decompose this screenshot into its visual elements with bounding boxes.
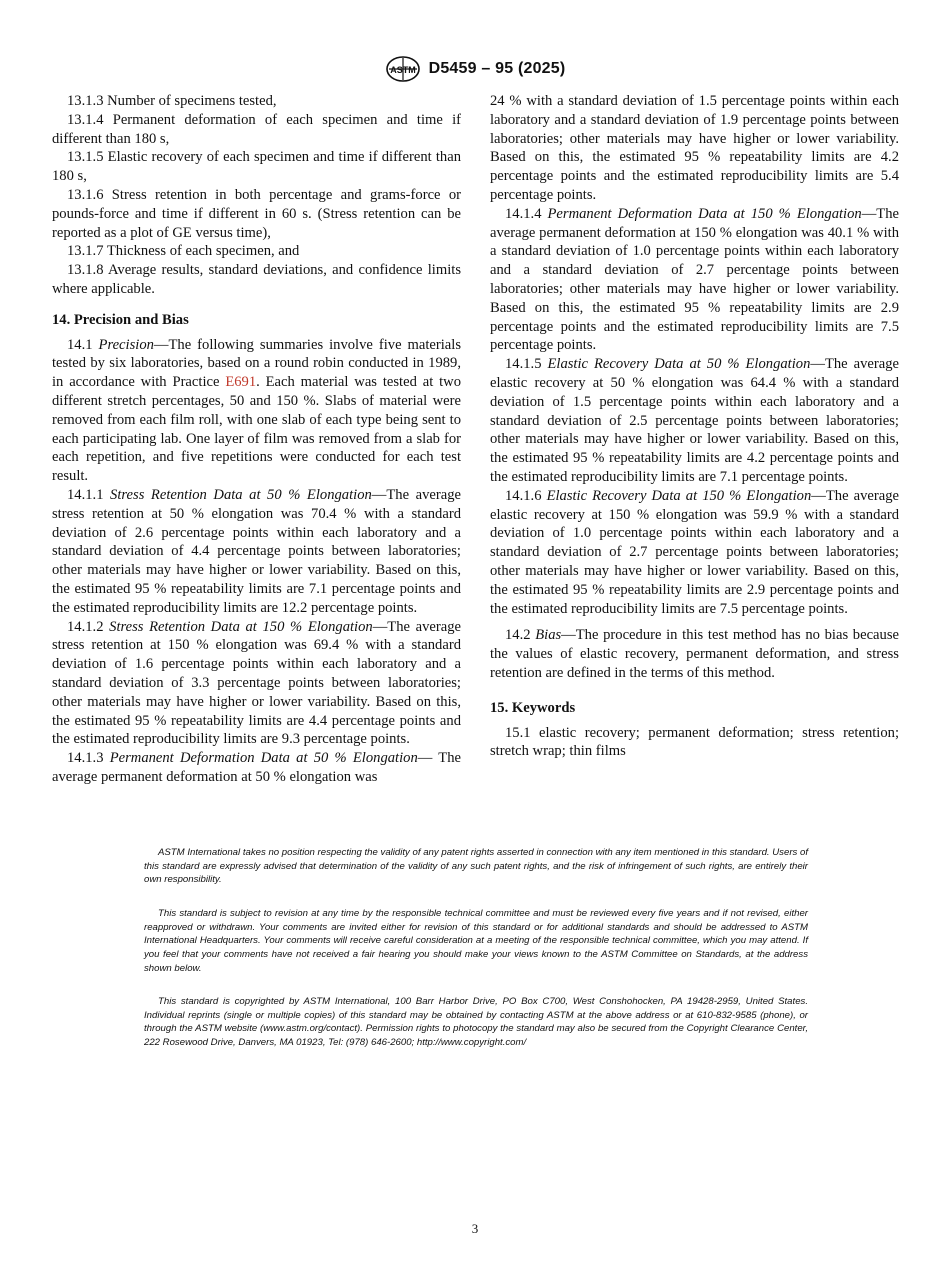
- paragraph-14-1-1: [52, 486, 461, 618]
- paragraph-15-1: 15.1 elastic recovery; permanent deformation; stress retention; stretch wrap; thin films: [490, 724, 899, 760]
- right-column: [490, 92, 899, 761]
- page-header: [0, 54, 950, 84]
- paragraph-number: 14.2: [505, 627, 531, 644]
- paragraph-title: Bias: [535, 627, 562, 644]
- item-13-1-5: 13.1.5 Elastic recovery of each specimen and time if different than 180 s,: [52, 149, 461, 185]
- document-designation: D5459 – 95 (2025): [428, 60, 566, 77]
- paragraph-14-2: [490, 626, 899, 682]
- paragraph-text: —The average elastic recovery at 50 % elongation was 64.4 % with a standard deviation of 1.5 percentage points within each laboratory and a standard deviation of 2.5 percentage points between laboratories; other materials may have higher or lower variability. Based on this, the estimated 95 % repeatability limits are 4.2 percentage points and the estimated reproducibility limits are 7.1 percentage points.: [490, 356, 900, 485]
- copyright-notice-text: This standard is copyrighted by ASTM International, 100 Barr Harbor Drive, PO Box C700, West Conshohocken, PA 19428-2959, United States. Individual reprints (single or multiple copies) of this standard may be obtained by contacting ASTM at the above address or at 610-832-9585 (phone), or through the ASTM website (www.astm.org/contact). Permission rights to photocopy the standard may also be secured from the Copyright Clearance Center, 222 Rosewood Drive, Danvers, MA 01923, Tel: (978) 646-2600; http://www.copyright.com/: [144, 996, 808, 1049]
- item-13-1-4: 13.1.4 Permanent deformation of each specimen and time if different than 180 s,: [52, 111, 461, 147]
- paragraph-number: 14.1.5: [505, 356, 542, 373]
- item-13-1-6: 13.1.6 Stress retention in both percentage and grams-force or pounds-force and time if different in 60 s. (Stress retention can be reported as a plot of GE versus time),: [52, 186, 461, 241]
- item-13-1-7: 13.1.7 Thickness of each specimen, and: [67, 243, 300, 260]
- paragraph-14-1-5: [490, 355, 899, 487]
- left-column: [52, 92, 461, 787]
- paragraph-14-1-6: [490, 487, 899, 619]
- paragraph-text: —The procedure in this test method has no bias because the values of elastic recovery, permanent deformation, and stress retention are defined in the terms of this method.: [490, 627, 899, 681]
- paragraph-14-1-4: [490, 205, 899, 355]
- practice-e691-link[interactable]: E691: [225, 374, 257, 391]
- logo-text: ASTM: [389, 65, 416, 75]
- paragraph-14-1-3-continued: 24 % with a standard deviation of 1.5 percentage points within each laboratory and a standard deviation of 1.9 percentage points between laboratories; other materials may have higher or lower variability. Based on this, the estimated 95 % repeatability limits are 4.2 percentage points and the estimated reproducibility limits are 5.4 percentage points.: [490, 93, 899, 203]
- paragraph-text: —The average stress retention at 150 % elongation was 69.4 % with a standard deviation of 1.6 percentage points within each laboratory and a standard deviation of 3.3 percentage points between laboratories; other materials may have higher or lower variability. Based on this, the estimated 95 % repeatability limits are 4.4 percentage points and the estimated reproducibility limits are 9.3 percentage points.: [52, 618, 461, 748]
- paragraph-number: 14.1: [67, 336, 93, 353]
- paragraph-title: Permanent Deformation Data at 50 % Elongation: [109, 750, 418, 767]
- item-13-1-3: 13.1.3 Number of specimens tested,: [67, 93, 277, 109]
- paragraph-number: 14.1.2: [67, 618, 104, 635]
- paragraph-number: 14.1.3: [67, 750, 104, 767]
- paragraph-text: —The average stress retention at 50 % elongation was 70.4 % with a standard deviation of 2.6 percentage points within each laboratory and a standard deviation of 4.4 percentage points between laboratories; other materials may have higher or lower variability. Based on this, the estimated 95 % repeatability limits are 7.1 percentage points and the estimated reproducibility limits are 12.2 percentage points.: [52, 486, 461, 616]
- page-number: 3: [471, 1221, 479, 1236]
- copyright-notice: [144, 995, 808, 1050]
- paragraph-text: — The average permanent deformation at 50 % elongation was: [52, 750, 461, 785]
- header-inner: [385, 55, 566, 83]
- paragraph-14-1: [52, 336, 461, 486]
- patent-notice-text: ASTM International takes no position respecting the validity of any patent rights asserted in connection with any item mentioned in this standard. Users of this standard are expressly advised that determination of the validity of any such patent rights, and the risk of infringement of such rights, are entirely their own responsibility.: [144, 847, 808, 886]
- item-13-1-8: 13.1.8 Average results, standard deviations, and confidence limits where applicable.: [52, 262, 461, 297]
- section-15-heading: 15. Keywords: [490, 699, 576, 716]
- paragraph-title: Stress Retention Data at 150 % Elongation: [109, 618, 373, 635]
- paragraph-title: Elastic Recovery Data at 50 % Elongation: [547, 356, 811, 373]
- paragraph-text: —The following summaries involve five materials tested by six laboratories, based on a round robin conducted in 1989, in accordance with Practice: [52, 336, 462, 391]
- revision-notice-text: This standard is subject to revision at any time by the responsible technical committee and must be reviewed every five years and if not revised, either reapproved or withdrawn. Your comments are invited either for revision of this standard or for additional standards and should be addressed to ASTM International Headquarters. Your comments will receive careful consideration at a meeting of the responsible technical committee, which you may attend. If you feel that your comments have not received a fair hearing you should make your views known to the ASTM Committee on Standards, at the address shown below.: [144, 908, 808, 974]
- patent-notice: [144, 846, 808, 887]
- paragraph-title: Precision: [98, 336, 154, 353]
- paragraph-text: —The average elastic recovery at 150 % elongation was 59.9 % with a standard deviation of 1.0 percentage points within each laboratory and a standard deviation of 2.7 percentage points between laboratories; other materials may have higher or lower variability. Based on this, the estimated 95 % repeatability limits are 2.9 percentage points and the estimated reproducibility limits are 7.5 percentage points.: [490, 487, 899, 617]
- section-14-heading: 14. Precision and Bias: [52, 311, 189, 328]
- paragraph-14-1-3: [52, 749, 461, 787]
- paragraph-number: 14.1.1: [67, 486, 104, 503]
- paragraph-14-1-2: [52, 618, 461, 750]
- paragraph-title: Permanent Deformation Data at 150 % Elongation: [547, 205, 862, 222]
- paragraph-number: 14.1.6: [505, 487, 542, 504]
- astm-logo-icon: [385, 55, 421, 83]
- paragraph-title: Stress Retention Data at 50 % Elongation: [110, 486, 372, 503]
- revision-notice: [144, 907, 808, 976]
- paragraph-text-cont: . Each material was tested at two different stretch percentages, 50 and 150 %. Slabs of material were removed from each film roll, with one slab of each type being sent to each participating lab. One layer of film was removed from a slab for each repetition, and five repetitions were conducted for each test result.: [52, 374, 461, 485]
- paragraph-text: —The average permanent deformation at 150 % elongation was 40.1 % with a standard deviation of 1.0 percentage points within each laboratory and a standard deviation of 2.7 percentage points between laboratories; other materials may have higher or lower variability. Based on this, the estimated 95 % repeatability limits are 2.9 percentage points and the estimated reproducibility limits are 7.5 percentage points.: [490, 205, 899, 354]
- paragraph-title: Elastic Recovery Data at 150 % Elongation: [546, 487, 812, 504]
- paragraph-number: 14.1.4: [505, 205, 542, 222]
